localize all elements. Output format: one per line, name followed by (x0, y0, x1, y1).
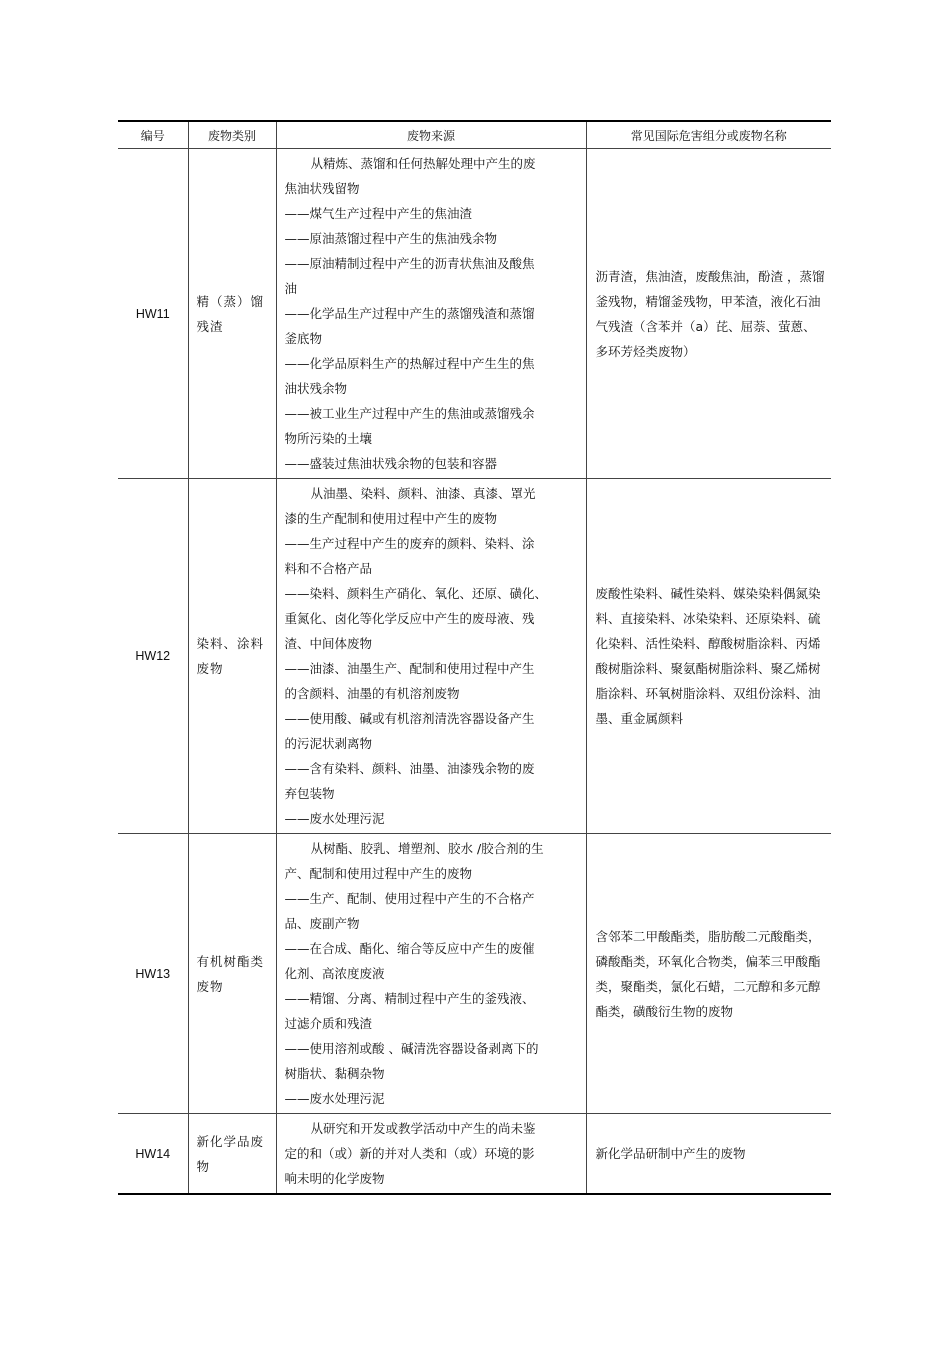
source-line: ——盛装过焦油状残余物的包装和容器 (284, 456, 498, 471)
table-row (118, 149, 831, 479)
source-line: 化剂、高浓度废液 (284, 966, 385, 981)
hazardous-components: 沥青渣，焦油渣，废酸焦油，酚渣 ，蒸馏釜残物，精馏釜残物，甲苯渣，液化石油气残渣（含苯并（a）芘、屈萘、萤蒽、多环芳烃类废物） (586, 149, 831, 479)
source-line: 树脂状、黏稠杂物 (284, 1066, 385, 1081)
waste-source (276, 1114, 586, 1195)
source-line: 重氮化、卤化等化学反应中产生的废母液、残 (284, 611, 535, 626)
hazardous-components: 新化学品研制中产生的废物 (586, 1114, 831, 1195)
waste-code: HW13 (118, 834, 188, 1114)
source-line: ——化学品原料生产的热解过程中产生生的焦 (284, 356, 535, 371)
waste-category: 有机树酯类废物 (188, 834, 276, 1114)
source-line: ——原油精制过程中产生的沥青状焦油及酸焦 (284, 256, 535, 271)
table-row (118, 834, 831, 1114)
source-line: 品、废副产物 (284, 916, 360, 931)
header-components: 常见国际危害组分或废物名称 (586, 121, 831, 149)
source-line: 渣、中间体废物 (284, 636, 373, 651)
source-line: ——被工业生产过程中产生的焦油或蒸馏残余 (284, 406, 535, 421)
waste-code: HW14 (118, 1114, 188, 1195)
header-category: 废物类别 (188, 121, 276, 149)
source-line: 焦油状残留物 (284, 181, 360, 196)
source-line: ——原油蒸馏过程中产生的焦油残余物 (284, 231, 498, 246)
source-line: 从树酯、胶乳、增塑剂、胶水 /胶合剂的生 (310, 841, 544, 856)
waste-code: HW12 (118, 479, 188, 834)
waste-source (276, 479, 586, 834)
hazardous-components: 含邻苯二甲酸酯类，脂肪酸二元酸酯类，磷酸酯类，环氧化合物类，偏苯三甲酸酯类，聚酯类，氯化石蜡，二元醇和多元醇酯类，磺酸衍生物的废物 (586, 834, 831, 1114)
source-line: 从研究和开发或教学活动中产生的尚未鉴 (310, 1121, 536, 1136)
source-line: 过滤介质和残渣 (284, 1016, 373, 1031)
table-header-row (118, 121, 831, 149)
source-line: 产、配制和使用过程中产生的废物 (284, 866, 473, 881)
hazardous-components: 废酸性染料、碱性染料、媒染染料偶氮染料、直接染料、冰染染料、还原染料、硫化染料、活性染料、醇酸树脂涂料、丙烯酸树脂涂料、聚氨酯树脂涂料、聚乙烯树脂涂料、环氧树脂涂料、双组份涂料、油墨、重金属颜料 (586, 479, 831, 834)
waste-source (276, 149, 586, 479)
source-line: ——使用溶剂或酸 、碱清洗容器设备剥离下的 (284, 1041, 539, 1056)
header-source: 废物来源 (276, 121, 586, 149)
source-line: ——废水处理污泥 (284, 1091, 385, 1106)
source-line: 的含颜料、油墨的有机溶剂废物 (284, 686, 460, 701)
hazardous-waste-table (118, 120, 831, 1195)
waste-code: HW11 (118, 149, 188, 479)
source-line: ——含有染料、颜料、油墨、油漆残余物的废 (284, 761, 535, 776)
source-line: 从精炼、蒸馏和任何热解处理中产生的废 (310, 156, 536, 171)
source-line: 料和不合格产品 (284, 561, 373, 576)
source-line: ——在合成、酯化、缩合等反应中产生的废催 (284, 941, 535, 956)
source-line: 物所污染的土壤 (284, 431, 373, 446)
table-row (118, 1114, 831, 1195)
waste-source (276, 834, 586, 1114)
source-line: 响未明的化学废物 (284, 1171, 385, 1186)
source-line: 油 (284, 281, 298, 296)
source-line: ——煤气生产过程中产生的焦油渣 (284, 206, 473, 221)
table-row (118, 479, 831, 834)
waste-category: 新化学品废物 (188, 1114, 276, 1195)
source-line: 弃包装物 (284, 786, 335, 801)
source-line: ——生产过程中产生的废弃的颜料、染料、涂 (284, 536, 535, 551)
source-line: ——废水处理污泥 (284, 811, 385, 826)
source-line: 定的和（或）新的并对人类和（或）环境的影 (284, 1146, 535, 1161)
waste-category: 染料、涂料废物 (188, 479, 276, 834)
source-line: ——使用酸、碱或有机溶剂清洗容器设备产生 (284, 711, 535, 726)
source-line: ——生产、配制、使用过程中产生的不合格产 (284, 891, 535, 906)
source-line: ——染料、颜料生产硝化、氧化、还原、磺化、 (284, 586, 548, 601)
header-code: 编号 (118, 121, 188, 149)
source-line: ——精馏、分离、精制过程中产生的釜残液、 (284, 991, 535, 1006)
source-line: 的污泥状剥离物 (284, 736, 373, 751)
source-line: 油状残余物 (284, 381, 348, 396)
source-line: ——油漆、油墨生产、配制和使用过程中产生 (284, 661, 535, 676)
table-body (118, 149, 831, 1195)
source-line: 漆的生产配制和使用过程中产生的废物 (284, 511, 498, 526)
source-line: ——化学品生产过程中产生的蒸馏残渣和蒸馏 (284, 306, 535, 321)
source-line: 釜底物 (284, 331, 323, 346)
source-line: 从油墨、染料、颜料、油漆、真漆、罩光 (310, 486, 536, 501)
waste-category: 精（蒸）馏残渣 (188, 149, 276, 479)
